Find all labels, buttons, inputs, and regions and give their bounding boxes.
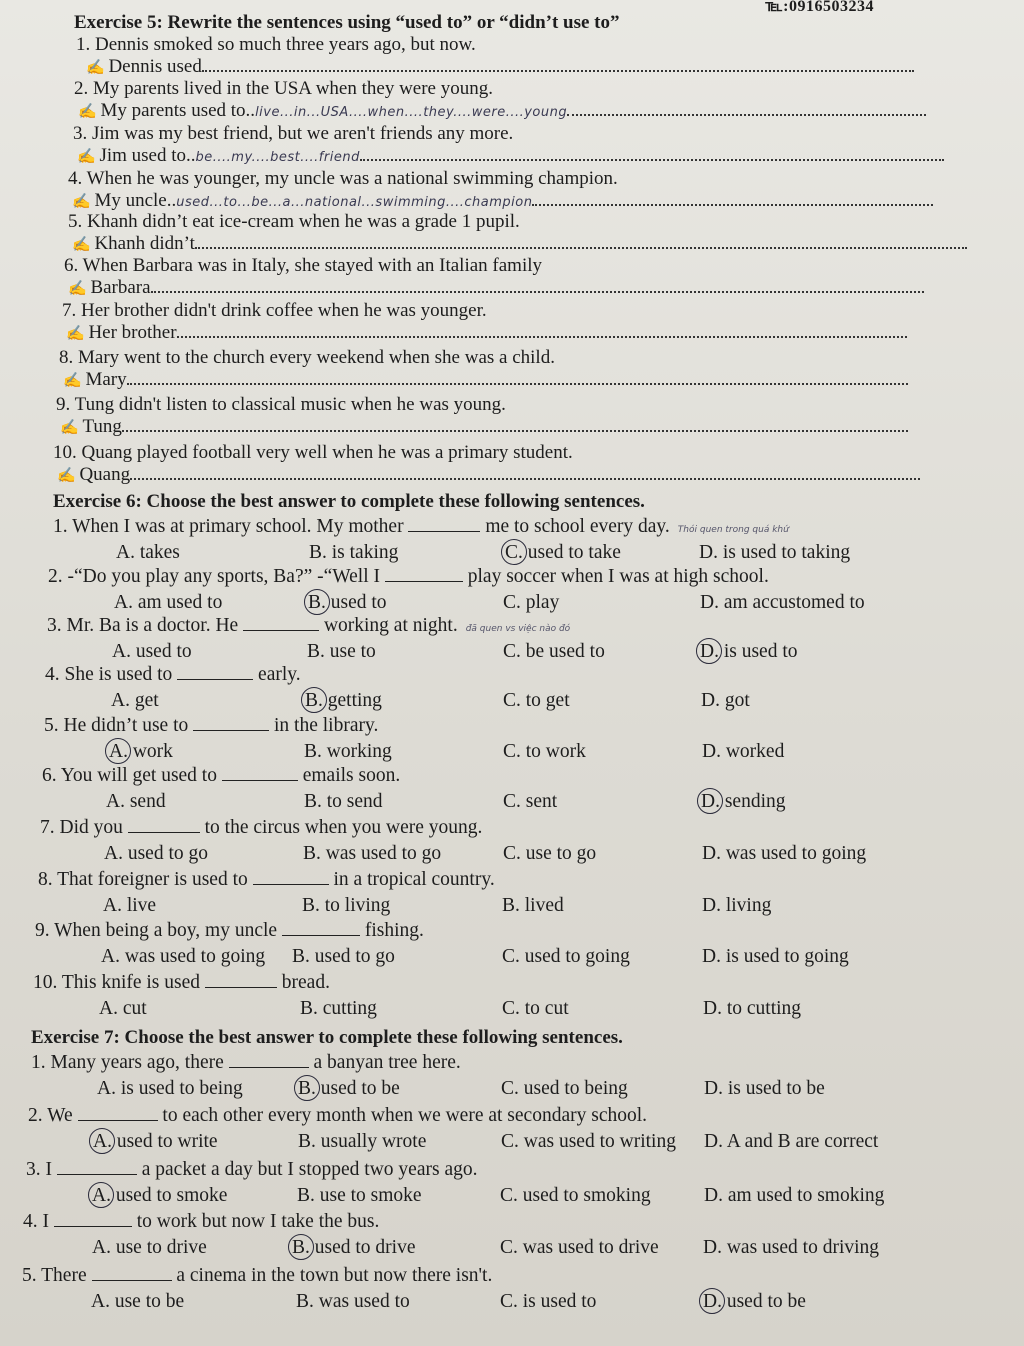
selected-answer-circle-icon: [697, 788, 723, 814]
ex6-question-tail: bread.: [281, 972, 330, 993]
option-label: D. is used to taking: [699, 542, 851, 563]
option-b[interactable]: [300, 997, 377, 1021]
ex6-question-tail: to the circus when you were young.: [204, 817, 483, 838]
option-c[interactable]: [502, 945, 630, 969]
ex6-question: [35, 919, 424, 943]
option-label: B. use to smoke: [297, 1185, 422, 1206]
answer-blank[interactable]: [253, 868, 329, 885]
option-b[interactable]: [309, 541, 398, 565]
option-d[interactable]: [703, 1236, 879, 1260]
option-label: A. used to write: [93, 1131, 218, 1152]
option-d[interactable]: [699, 541, 850, 565]
option-label: B. lived: [502, 895, 564, 916]
selected-answer-circle-icon: [89, 1128, 115, 1154]
ex5-question: 3. Jim was my best friend, but we aren't friends any more.: [73, 123, 514, 144]
ex5-answer-line[interactable]: [57, 464, 920, 487]
option-b[interactable]: [303, 842, 441, 866]
ex5-answer-line[interactable]: [86, 56, 914, 79]
option-a[interactable]: [92, 1184, 227, 1208]
pen-icon: ✍: [66, 326, 89, 342]
option-a[interactable]: [92, 1236, 207, 1260]
ex6-question-text: 7. Did you: [40, 817, 123, 838]
answer-blank[interactable]: [408, 515, 480, 532]
ex6-question-text: 8. That foreigner is used to: [38, 869, 248, 890]
selected-answer-circle-icon: [699, 1288, 725, 1314]
ex5-dotted-line: [127, 369, 908, 385]
option-b[interactable]: [308, 591, 387, 615]
option-b[interactable]: [304, 790, 383, 814]
option-label: D. is used to going: [702, 946, 849, 967]
ex6-question-tail: in a tropical country.: [333, 869, 495, 890]
option-d[interactable]: [704, 1077, 825, 1101]
ex5-answer-prefix: Jim used to..: [99, 145, 196, 166]
option-label: A. am used to: [114, 592, 223, 613]
option-label: C. to get: [503, 690, 570, 711]
ex6-question-text: 4. She is used to: [45, 664, 173, 685]
pen-icon: ✍: [86, 60, 109, 76]
answer-blank[interactable]: [57, 1158, 137, 1175]
option-label: C. used to being: [501, 1078, 628, 1099]
ex6-question-text: 1. When I was at primary school. My mother: [53, 516, 404, 537]
option-a[interactable]: [91, 1290, 184, 1314]
handwritten-note: Thói quen trong quá khứ: [677, 525, 789, 535]
ex6-question-text: 5. He didn’t use to: [44, 715, 189, 736]
option-c[interactable]: [503, 842, 596, 866]
option-a[interactable]: [112, 640, 192, 664]
ex5-answer-prefix: Dennis used: [108, 56, 202, 77]
option-c[interactable]: [500, 1290, 596, 1314]
handwritten-note: đã quen vs việc nào đó: [465, 624, 571, 634]
ex7-question: [23, 1210, 379, 1234]
ex7-question-text: 2. We: [28, 1105, 73, 1126]
ex6-question: [53, 515, 789, 542]
option-a[interactable]: [104, 842, 208, 866]
option-label: D. was used to driving: [703, 1237, 880, 1258]
option-c[interactable]: [501, 1130, 676, 1154]
ex6-question: [42, 764, 400, 788]
ex5-question: 10. Quang played football very well when he was a primary student.: [53, 442, 573, 463]
ex5-handwritten-answer: used...to...be...a...national...swimming....champion: [176, 195, 533, 210]
option-d[interactable]: [701, 790, 786, 814]
option-label: C. be used to: [503, 641, 605, 662]
ex5-answer-prefix: Her brother: [88, 322, 177, 343]
option-c[interactable]: [503, 640, 605, 664]
option-a[interactable]: [99, 997, 147, 1021]
ex5-question: 8. Mary went to the church every weekend when she was a child.: [59, 347, 555, 368]
ex6-question-tail: in the library.: [274, 715, 379, 736]
pen-icon: ✍: [57, 468, 80, 484]
option-c[interactable]: [505, 541, 621, 565]
option-d[interactable]: [700, 640, 798, 664]
ex6-question-text: 2. -“Do you play any sports, Ba?” -“Well I: [48, 566, 380, 587]
ex5-question: 1. Dennis smoked so much three years ago, but now.: [76, 34, 476, 55]
option-label: B. usually wrote: [298, 1131, 427, 1152]
ex5-question: 7. Her brother didn't drink coffee when he was younger.: [62, 300, 487, 321]
ex6-question-tail: fishing.: [364, 920, 424, 941]
ex6-question-tail: early.: [258, 664, 301, 685]
ex5-answer-prefix: Mary: [85, 369, 127, 390]
option-b[interactable]: [296, 1290, 410, 1314]
option-label: C. used to smoking: [500, 1185, 651, 1206]
ex6-question: [38, 868, 495, 892]
ex5-dotted-line: [195, 233, 967, 249]
answer-blank[interactable]: [243, 614, 319, 631]
answer-blank[interactable]: [385, 565, 463, 582]
answer-blank[interactable]: [229, 1051, 309, 1068]
option-label: B. was used to go: [303, 843, 442, 864]
option-label: C. was used to drive: [500, 1237, 659, 1258]
ex7-question-tail: to work but now I take the bus.: [136, 1211, 380, 1232]
option-c[interactable]: [502, 997, 569, 1021]
ex5-dotted-line: [177, 322, 907, 338]
ex7-question-tail: a packet a day but I stopped two years ago.: [141, 1159, 478, 1180]
option-c[interactable]: [502, 894, 564, 918]
option-label: C. used to take: [505, 542, 621, 563]
option-label: C. play: [503, 592, 560, 613]
ex7-question: [31, 1051, 461, 1075]
ex5-dotted-line: [151, 277, 924, 293]
ex5-answer-prefix: My uncle..: [94, 190, 177, 211]
ex5-answer-line[interactable]: [78, 100, 926, 124]
option-b[interactable]: [298, 1077, 400, 1101]
option-label: A. get: [111, 690, 159, 711]
option-b[interactable]: [297, 1184, 422, 1208]
option-label: B. used to: [308, 592, 387, 613]
phone-number: ℡:0916503234: [765, 0, 874, 15]
option-a[interactable]: [114, 591, 222, 615]
option-b[interactable]: [302, 894, 390, 918]
ex5-question: 5. Khanh didn’t eat ice-cream when he was a grade 1 pupil.: [68, 211, 520, 232]
selected-answer-circle-icon: [88, 1182, 114, 1208]
option-label: D. got: [701, 690, 750, 711]
answer-blank[interactable]: [193, 714, 269, 731]
option-d[interactable]: [704, 1184, 884, 1208]
option-label: C. use to go: [503, 843, 597, 864]
option-c[interactable]: [500, 1236, 659, 1260]
option-a[interactable]: [101, 945, 265, 969]
ex5-dotted-line: [532, 190, 933, 206]
option-label: B. getting: [305, 690, 382, 711]
answer-blank[interactable]: [177, 663, 253, 680]
selected-answer-circle-icon: [294, 1075, 320, 1101]
pen-icon: ✍: [72, 237, 95, 253]
option-label: D. to cutting: [703, 998, 802, 1019]
option-label: B. used to drive: [292, 1237, 416, 1258]
ex5-answer-line[interactable]: [60, 416, 908, 439]
option-b[interactable]: [292, 945, 395, 969]
ex7-question-tail: a banyan tree here.: [313, 1052, 461, 1073]
option-b[interactable]: [307, 640, 376, 664]
option-c[interactable]: [500, 1184, 651, 1208]
ex5-answer-prefix: My parents used to..: [100, 100, 256, 121]
option-label: C. sent: [503, 791, 558, 812]
option-label: D. was used to going: [702, 843, 867, 864]
option-c[interactable]: [501, 1077, 628, 1101]
option-d[interactable]: [703, 997, 801, 1021]
selected-answer-circle-icon: [301, 687, 327, 713]
pen-icon: ✍: [78, 104, 101, 120]
option-d[interactable]: [702, 842, 866, 866]
option-label: C. to cut: [502, 998, 569, 1019]
option-label: C. is used to: [500, 1291, 597, 1312]
ex7-question-tail: to each other every month when we were at secondary school.: [162, 1105, 648, 1126]
option-label: B. cutting: [300, 998, 377, 1019]
ex5-handwritten-answer: be....my....best....friend: [195, 150, 360, 165]
option-label: B. to send: [304, 791, 383, 812]
ex6-question-text: 9. When being a boy, my uncle: [35, 920, 278, 941]
option-label: D. worked: [702, 741, 785, 762]
option-label: B. used to be: [298, 1078, 400, 1099]
option-label: B. use to: [307, 641, 376, 662]
option-label: D. is used to be: [704, 1078, 825, 1099]
ex5-question: 9. Tung didn't listen to classical music when he was young.: [56, 394, 506, 415]
option-label: D. living: [702, 895, 772, 916]
ex6-question-tail: play soccer when I was at high school.: [467, 566, 769, 587]
option-label: D. A and B are correct: [704, 1131, 879, 1152]
answer-blank[interactable]: [128, 816, 200, 833]
exercise-7-title: Exercise 7: Choose the best answer to complete these following sentences.: [31, 1027, 623, 1048]
pen-icon: ✍: [68, 281, 91, 297]
selected-answer-circle-icon: [304, 589, 330, 615]
selected-answer-circle-icon: [696, 638, 722, 664]
option-label: D. am used to smoking: [704, 1185, 885, 1206]
selected-answer-circle-icon: [288, 1234, 314, 1260]
answer-blank[interactable]: [282, 919, 360, 936]
ex5-dotted-line: [130, 464, 920, 480]
option-d[interactable]: [702, 894, 771, 918]
ex5-answer-line[interactable]: [72, 233, 967, 256]
ex5-answer-prefix: Quang: [79, 464, 131, 485]
pen-icon: ✍: [72, 194, 95, 210]
option-label: A. use to be: [91, 1291, 185, 1312]
option-c[interactable]: [503, 740, 586, 764]
option-label: A. used to: [112, 641, 192, 662]
option-a[interactable]: [93, 1130, 218, 1154]
option-label: D. sending: [701, 791, 786, 812]
option-b[interactable]: [305, 689, 382, 713]
ex6-question: [45, 663, 301, 687]
ex6-question-tail: me to school every day.: [485, 516, 670, 537]
option-label: A. takes: [116, 542, 180, 563]
option-label: B. to living: [302, 895, 391, 916]
ex7-question: [22, 1264, 492, 1288]
answer-blank[interactable]: [92, 1264, 172, 1281]
ex5-answer-prefix: Tung: [82, 416, 122, 437]
ex6-question: [40, 816, 482, 840]
ex5-dotted-line: [202, 56, 914, 72]
ex5-answer-line[interactable]: [68, 277, 924, 300]
pen-icon: ✍: [60, 420, 83, 436]
option-label: D. is used to: [700, 641, 798, 662]
ex6-question-text: 10. This knife is used: [33, 972, 201, 993]
option-a[interactable]: [116, 541, 180, 565]
ex5-dotted-line: [122, 416, 908, 432]
ex6-question: [47, 614, 570, 641]
ex5-answer-line[interactable]: [66, 322, 907, 345]
ex7-question-text: 5. There: [22, 1265, 87, 1286]
ex7-question-text: 3. I: [26, 1159, 52, 1180]
ex5-answer-prefix: Khanh didn’t: [94, 233, 195, 254]
option-a[interactable]: [97, 1077, 243, 1101]
ex7-question: [28, 1104, 647, 1128]
answer-blank[interactable]: [205, 971, 277, 988]
ex6-question-text: 3. Mr. Ba is a doctor. He: [47, 615, 239, 636]
option-label: B. was used to: [296, 1291, 410, 1312]
option-label: A. use to drive: [92, 1237, 207, 1258]
ex5-dotted-line: [567, 100, 926, 116]
ex5-question: 4. When he was younger, my uncle was a national swimming champion.: [68, 168, 618, 189]
option-c[interactable]: [503, 790, 557, 814]
ex7-question: [26, 1158, 477, 1182]
option-label: A. was used to going: [101, 946, 266, 967]
ex5-answer-prefix: Barbara: [90, 277, 151, 298]
option-a[interactable]: [106, 790, 166, 814]
answer-blank[interactable]: [222, 764, 298, 781]
option-d[interactable]: [702, 945, 849, 969]
option-label: B. is taking: [309, 542, 399, 563]
exercise-6-title: Exercise 6: Choose the best answer to complete these following sentences.: [53, 491, 645, 512]
ex5-answer-line[interactable]: [63, 369, 908, 392]
ex7-question-text: 1. Many years ago, there: [31, 1052, 224, 1073]
option-b[interactable]: [292, 1236, 415, 1260]
ex5-answer-line[interactable]: [77, 145, 944, 169]
option-label: C. used to going: [502, 946, 630, 967]
option-b[interactable]: [304, 740, 392, 764]
option-label: D. am accustomed to: [700, 592, 865, 613]
option-label: C. to work: [503, 741, 586, 762]
option-d[interactable]: [703, 1290, 806, 1314]
pen-icon: ✍: [63, 373, 86, 389]
option-label: A. is used to being: [97, 1078, 243, 1099]
option-label: C. was used to writing: [501, 1131, 676, 1152]
option-label: D. used to be: [703, 1291, 806, 1312]
option-label: B. working: [304, 741, 392, 762]
ex5-question: 2. My parents lived in the USA when they were young.: [74, 78, 493, 99]
option-b[interactable]: [298, 1130, 426, 1154]
pen-icon: ✍: [77, 149, 100, 165]
ex5-dotted-line: [360, 145, 944, 161]
ex6-question: [44, 714, 378, 738]
ex7-question-tail: a cinema in the town but now there isn't.: [176, 1265, 493, 1286]
option-c[interactable]: [503, 689, 570, 713]
option-d[interactable]: [701, 689, 750, 713]
option-label: A. used to smoke: [92, 1185, 228, 1206]
option-label: B. used to go: [292, 946, 395, 967]
option-label: A. cut: [99, 998, 147, 1019]
ex5-handwritten-answer: live...in...USA....when....they....were....young: [255, 105, 568, 120]
selected-answer-circle-icon: [501, 539, 527, 565]
answer-blank[interactable]: [54, 1210, 132, 1227]
ex6-question-text: 6. You will get used to: [42, 765, 217, 786]
option-a[interactable]: [111, 689, 159, 713]
selected-answer-circle-icon: [105, 738, 131, 764]
option-d[interactable]: [704, 1130, 878, 1154]
option-label: A. work: [109, 741, 173, 762]
exercise-5-title: Exercise 5: Rewrite the sentences using “used to” or “didn’t use to”: [74, 12, 620, 33]
answer-blank[interactable]: [78, 1104, 158, 1121]
option-c[interactable]: [503, 591, 559, 615]
ex7-question-text: 4. I: [23, 1211, 49, 1232]
option-a[interactable]: [109, 740, 173, 764]
ex6-question-tail: emails soon.: [302, 765, 401, 786]
ex6-question-tail: working at night.: [323, 615, 458, 636]
option-a[interactable]: [103, 894, 156, 918]
ex6-question: [48, 565, 769, 589]
option-d[interactable]: [700, 591, 865, 615]
ex6-question: [33, 971, 330, 995]
ex5-question: 6. When Barbara was in Italy, she stayed with an Italian family: [64, 255, 543, 276]
option-label: A. live: [103, 895, 157, 916]
option-d[interactable]: [702, 740, 784, 764]
option-label: A. used to go: [104, 843, 208, 864]
option-label: A. send: [106, 791, 166, 812]
